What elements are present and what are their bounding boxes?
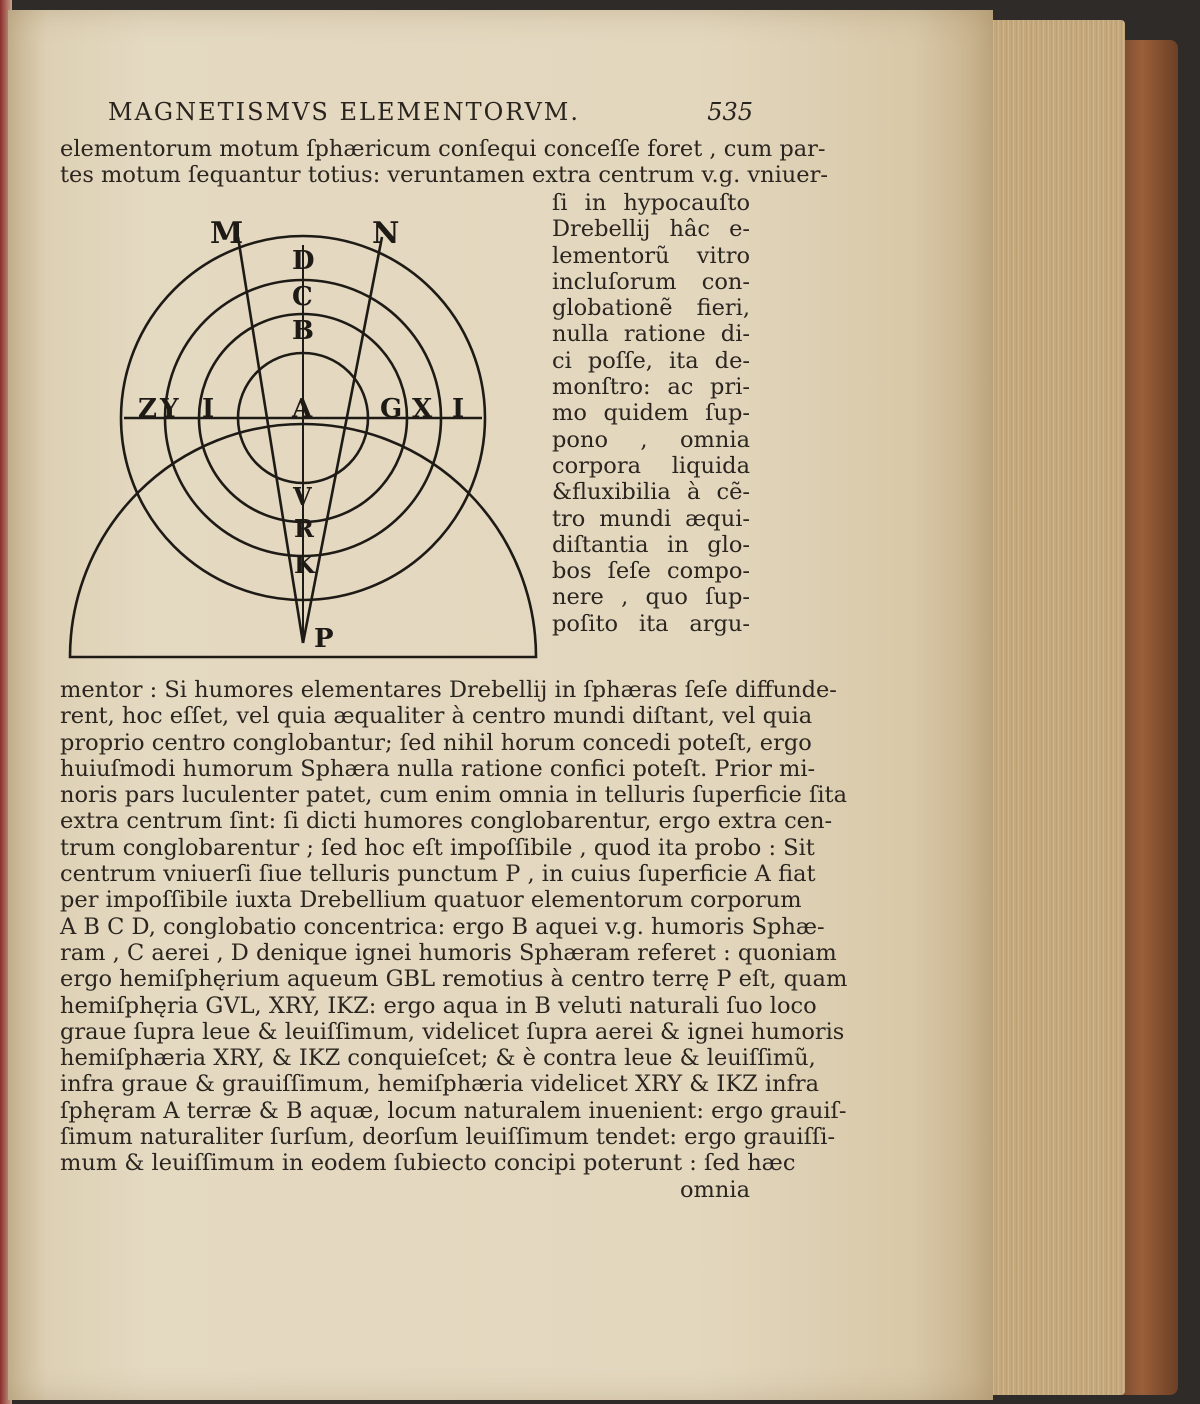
- text-line: ſphęram A terræ & B aquæ, locum naturalem inuenient: ergo grauiſ-: [60, 1097, 847, 1124]
- text-line: &fluxibilia à cẽ-: [552, 479, 750, 506]
- text-line: proprio centro conglobantur; ſed nihil horum concedi poteſt, ergo: [60, 729, 812, 756]
- text-line: nulla ratione di-: [552, 321, 750, 348]
- text-line: hemiſphæria XRY, & IKZ conquieſcet; & è contra leue & leuiſſimũ,: [60, 1045, 816, 1072]
- text-line: ſi in hypocauſto: [552, 190, 750, 216]
- text-line: nere , quo ſup-: [552, 584, 750, 611]
- text-line: poſito ita argu-: [552, 610, 750, 637]
- label-k: K: [294, 550, 315, 579]
- book-binding: [1118, 40, 1178, 1395]
- text-line: A B C D, conglobatio concentrica: ergo B aquei v.g. humoris Sphæ-: [60, 913, 825, 940]
- page-number: 535: [707, 98, 753, 126]
- text-line: trum conglobarentur ; ſed hoc eſt impoſſibile , quod ita probo : Sit: [60, 834, 815, 861]
- text-line: mentor : Si humores elementares Drebellij in ſphæras ſeſe diffunde-: [60, 677, 837, 703]
- text-line: ci poſſe, ita de-: [552, 347, 750, 374]
- text-line: hemiſphęria GVL, XRY, IKZ: ergo aqua in B veluti naturali ſuo loco: [60, 992, 817, 1019]
- text-line: rent, hoc eſſet, vel quia æqualiter à centro mundi diſtant, vel quia: [60, 703, 813, 730]
- elements-spheres-diagram: [60, 215, 570, 660]
- label-r: R: [294, 514, 314, 543]
- label-p: P: [314, 624, 334, 654]
- text-line: ram , C aerei , D denique ignei humoris Sphæram referet : quoniam: [60, 939, 837, 966]
- text-line: extra centrum ſint: ſi dicti humores conglobarentur, ergo extra cen-: [60, 808, 833, 835]
- text-line: incluſorum con-: [552, 268, 750, 295]
- text-line: huiuſmodi humorum Sphæra nulla ratione confici poteſt. Prior mi-: [60, 755, 816, 782]
- text-line: bos ſeſe compo-: [552, 558, 750, 585]
- label-i-right: I: [452, 394, 465, 424]
- text-line: diſtantia in glo-: [552, 531, 750, 558]
- text-line: tes motum ſequantur totius: veruntamen extra centrum v.g. vniuer-: [60, 162, 828, 189]
- label-g: G: [380, 394, 403, 424]
- label-m: M: [210, 216, 244, 251]
- catchword: omnia: [680, 1176, 750, 1203]
- label-d: D: [292, 246, 315, 276]
- label-z: Z: [138, 394, 157, 424]
- label-v: V: [293, 482, 312, 511]
- text-line: graue ſupra leue & leuiſſimum, videlicet ſupra aerei & ignei humoris: [60, 1018, 845, 1045]
- diagram-svg: [60, 215, 570, 660]
- text-line: corpora liquida: [552, 452, 750, 479]
- text-line: mum & leuiſſimum in eodem ſubiecto concipi poterunt : ſed hæc: [60, 1150, 796, 1177]
- label-y: Y: [160, 394, 179, 424]
- side-column: [552, 190, 750, 637]
- running-title: MAGNETISMVS ELEMENTORVM.: [108, 98, 581, 126]
- label-b: B: [292, 316, 314, 346]
- label-c: C: [292, 282, 313, 312]
- text-line: centrum vniuerſi ſiue telluris punctum P , in cuius ſuperficie A fiat: [60, 861, 816, 888]
- label-x: X: [412, 394, 433, 424]
- text-line: tro mundi æqui-: [552, 505, 750, 532]
- main-paragraph: [60, 677, 848, 1203]
- page-edges: [975, 20, 1125, 1395]
- text-line: Drebellij hâc e-: [552, 216, 750, 243]
- text-line: globationẽ fieri,: [552, 295, 750, 322]
- top-paragraph: [60, 136, 828, 189]
- text-line: mo quidem ſup-: [552, 400, 750, 427]
- text-line: per impoſſibile iuxta Drebellium quatuor elementorum corporum: [60, 887, 802, 914]
- radius-line-n: [303, 237, 382, 643]
- label-i-left: I: [202, 394, 215, 424]
- label-a: A: [292, 394, 313, 424]
- text-line: elementorum motum ſphæricum conſequi conceſſe foret , cum par-: [60, 136, 826, 162]
- text-line: lementorũ vitro: [552, 242, 750, 269]
- text-line: ſimum naturaliter ſurſum, deorſum leuiſſimum tendet: ergo grauiſſi-: [60, 1124, 836, 1151]
- text-line: ergo hemiſphęrium aqueum GBL remotius à centro terrę P eſt, quam: [60, 966, 848, 993]
- text-line: noris pars luculenter patet, cum enim omnia in telluris ſuperficie ſita: [60, 782, 848, 809]
- text-line: pono , omnia: [552, 426, 750, 453]
- text-line: infra graue & grauiſſimum, hemiſphæria videlicet XRY & IKZ infra: [60, 1071, 820, 1098]
- text-line: monſtro: ac pri-: [552, 374, 750, 401]
- label-n: N: [372, 216, 400, 251]
